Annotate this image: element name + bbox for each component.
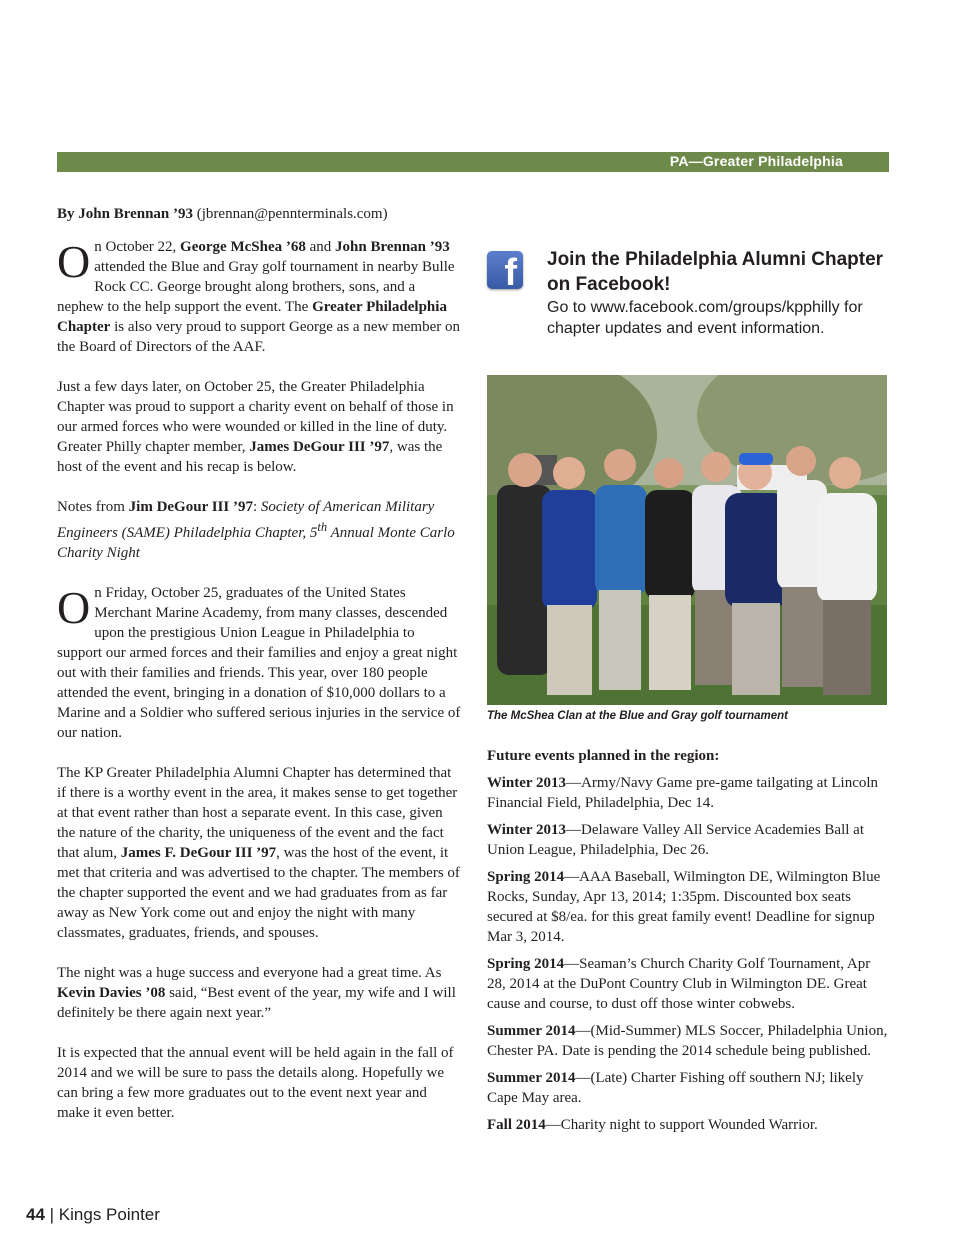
event-season: Summer 2014 (487, 1070, 576, 1086)
event-title-end: Annual Monte Carlo Charity Night (57, 525, 455, 561)
event-season: Fall 2014 (487, 1117, 546, 1133)
event-item (487, 1115, 891, 1135)
event-season: Summer 2014 (487, 1023, 576, 1039)
events-list (487, 746, 891, 1142)
text-run: and (305, 239, 336, 255)
byline-email: (jbrennan@pennterminals.com) (193, 206, 388, 222)
paragraph-1 (57, 237, 461, 357)
superscript: th (317, 520, 328, 534)
event-text: —Army/Navy Game pre-game tailgating at Lincoln Financial Field, Philadelphia, Dec 14. (487, 775, 879, 811)
page-number: 44 (26, 1205, 45, 1224)
facebook-text: Go to www.facebook.com/groups/kpphilly for chapter updates and event information. (547, 299, 863, 337)
text-run: n Friday, October 25, graduates of the United States Merchant Marine Academy, from many classes, descended upon the prestigious Union League in Philadelphia to support our armed forces and their families and enjoy a great night out with their families and friends. This year, over 180 people attended the event, bringing in a donation of $10,000 dollars to a Marine and a Soldier who suffered serious injuries in the service of our nation. (57, 585, 461, 741)
name-kevin-davies: Kevin Davies ’08 (57, 985, 166, 1001)
section-header-bar (57, 152, 889, 172)
article-body (57, 204, 461, 1143)
paragraph-2 (57, 377, 461, 477)
name-george-mcshea: George McShea ’68 (180, 239, 306, 255)
paragraph-7: It is expected that the annual event will be held again in the fall of 2014 and we will be sure to pass the details along. Hopefully we can bring a few more graduates out to the event next year and make it even better. (57, 1045, 454, 1121)
event-item (487, 867, 891, 947)
name-james-degour: James DeGour III ’97 (249, 439, 390, 455)
name-james-f-degour: James F. DeGour III ’97 (120, 845, 277, 861)
paragraph-5 (57, 763, 461, 943)
events-heading: Future events planned in the region: (487, 748, 720, 764)
paragraph-3 (57, 497, 461, 563)
chapter-name: Greater Philadelphia Chapter (57, 299, 447, 335)
byline (57, 204, 461, 224)
footer-separator: | (44, 1205, 59, 1224)
event-title: Society of American Military Engineers (SAME) Philadelphia Chapter, 5 (57, 499, 435, 541)
event-text: —(Late) Charter Fishing off southern NJ; likely Cape May area. (487, 1070, 864, 1106)
event-season: Winter 2013 (487, 775, 567, 791)
event-season: Spring 2014 (487, 956, 565, 972)
text-run: attended the Blue and Gray golf tournament in nearby Bulle Rock CC. George brought along brothers, sons, and a nephew to the help support the event. The (57, 259, 455, 315)
photo-illustration (487, 375, 887, 705)
text-run: Just a few days later, on October 25, the Greater Philadelphia Chapter was proud to support a charity event on behalf of those in our armed forces who were wounded or killed in the line of duty. Greater Philly chapter member, (57, 379, 454, 455)
section-title: PA—Greater Philadelphia (669, 153, 843, 169)
event-item (487, 954, 891, 1014)
group-photo (487, 375, 887, 705)
paragraph-4 (57, 583, 461, 743)
event-item (487, 820, 891, 860)
drop-cap: O (57, 236, 91, 287)
paragraph-6 (57, 963, 461, 1023)
facebook-icon (487, 251, 523, 289)
event-season: Winter 2013 (487, 822, 567, 838)
page-footer (26, 1205, 160, 1225)
event-item (487, 1021, 891, 1061)
event-season: Spring 2014 (487, 869, 565, 885)
event-text: —(Mid-Summer) MLS Soccer, Philadelphia Union, Chester PA. Date is pending the 2014 schedule being published. (487, 1023, 888, 1059)
publication-name: Kings Pointer (58, 1205, 160, 1224)
event-text: —AAA Baseball, Wilmington DE, Wilmington Blue Rocks, Sunday, Apr 13, 2014; 1:35pm. Discounted box seats secured at $8/ea. for this great family event! Deadline for signup Mar 3, 2014. (487, 869, 881, 945)
byline-name: By John Brennan ’93 (57, 206, 194, 222)
text-run: said, “Best event of the year, my wife and I will definitely be there again next year.” (57, 985, 456, 1021)
text-run: : (252, 499, 261, 515)
facebook-glyph: f (504, 252, 517, 289)
name-john-brennan: John Brennan ’93 (335, 239, 450, 255)
event-text: —Charity night to support Wounded Warrior. (545, 1117, 818, 1133)
event-item (487, 1068, 891, 1108)
text-run: The night was a huge success and everyone had a great time. As (57, 965, 442, 981)
text-run: Notes from (57, 499, 129, 515)
facebook-title: Join the Philadelphia Alumni Chapter on Facebook! (547, 249, 884, 295)
event-text: —Delaware Valley All Service Academies Ball at Union League, Philadelphia, Dec 26. (487, 822, 864, 858)
text-run: n October 22, (94, 239, 181, 255)
text-run: , was the host of the event and his recap is below. (57, 439, 443, 475)
text-run: The KP Greater Philadelphia Alumni Chapter has determined that if there is a worthy event in the area, it makes sense to get together at that event rather than host a separate event. In this case, given the nature of the charity, the uniqueness of the event and the fact that alum, (57, 765, 458, 861)
event-text: —Seaman’s Church Charity Golf Tournament, Apr 28, 2014 at the DuPont Country Club in Wilmington DE. Great cause and course, to dust off those winter cobwebs. (487, 956, 871, 1012)
drop-cap: O (57, 582, 91, 633)
event-item (487, 773, 891, 813)
photo-caption: The McShea Clan at the Blue and Gray golf tournament (487, 710, 788, 722)
name-jim-degour: Jim DeGour III ’97 (128, 499, 253, 515)
text-run: , was the host of the event, it met that criteria and was advertised to the chapter. The members of the chapter supported the event and we had graduates from as far away as New York come out and enjoy the night with many classmates, graduates, friends, and spouses. (57, 845, 460, 941)
text-run: is also very proud to support George as a new member on the Board of Directors of the AAF. (57, 319, 460, 355)
